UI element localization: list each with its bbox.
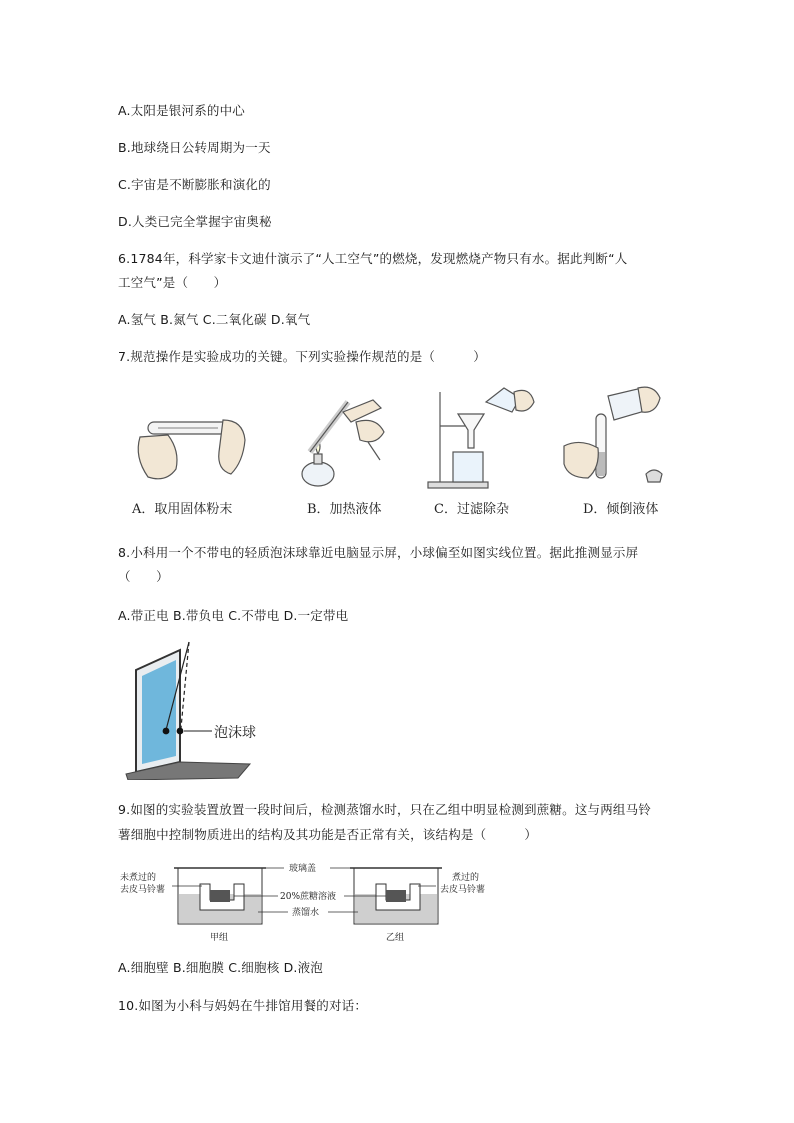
q9-stem-line1: 9.如图的实验装置放置一段时间后，检测蒸馏水时，只在乙组中明显检测到蔗糖。这与两组马铃	[118, 802, 652, 817]
q10-stem: 10.如图为小科与妈妈在牛排馆用餐的对话：	[118, 998, 368, 1013]
q9-apparatus-figure	[118, 860, 518, 944]
q9-options: A.细胞壁 B.细胞膜 C.细胞核 D.液泡	[118, 960, 323, 975]
q5-option-b: B.地球绕日公转周期为一天	[118, 140, 271, 155]
figure-b-heating	[302, 400, 384, 486]
q6-stem-line1: 6.1784年，科学家卡文迪什演示了“人工空气”的燃烧，发现燃烧产物只有水。据此判断“人	[118, 251, 628, 266]
label-boiled-1: 煮过的	[452, 873, 480, 883]
q5-option-d: D.人类已完全掌握宇宙奥秘	[118, 214, 272, 229]
label-distilled-water: 蒸馏水	[292, 908, 320, 918]
q5-option-c: C.宇宙是不断膨胀和演化的	[118, 177, 271, 192]
q8-stem-line1: 8.小科用一个不带电的轻质泡沫球靠近电脑显示屏，小球偏至如图实线位置。据此推测显示屏	[118, 545, 639, 560]
label-group-a: 甲组	[210, 933, 229, 943]
q7-caption-a: A．取用固体粉末	[132, 502, 233, 517]
label-group-b: 乙组	[386, 933, 405, 943]
label-boiled-2: 去皮马铃薯	[440, 885, 486, 895]
label-unboiled-1: 未煮过的	[120, 873, 157, 883]
q6-stem-line2: 工空气”是（ ）	[118, 275, 227, 290]
label-sucrose: 20%蔗糖溶液	[280, 892, 337, 902]
q8-laptop-figure	[118, 640, 278, 780]
q8-options: A.带正电 B.带负电 C.不带电 D.一定带电	[118, 608, 349, 623]
figure-a-test-tube	[138, 420, 245, 479]
label-glass-cover: 玻璃盖	[289, 864, 317, 874]
q5-option-a: A.太阳是银河系的中心	[118, 103, 246, 118]
q6-options: A.氢气 B.氮气 C.二氧化碳 D.氧气	[118, 312, 311, 327]
label-unboiled-2: 去皮马铃薯	[120, 885, 166, 895]
q7-stem: 7.规范操作是实验成功的关键。下列实验操作规范的是（ ）	[118, 349, 486, 364]
q9-stem-line2: 薯细胞中控制物质进出的结构及其功能是否正常有关，该结构是（ ）	[118, 827, 538, 842]
figure-d-pouring	[564, 387, 662, 482]
q7-caption-b: B．加热液体	[307, 502, 382, 517]
q7-caption-d: D．倾倒液体	[583, 502, 659, 517]
figure-c-filtration	[428, 388, 534, 488]
q8-stem-line2: （ ）	[118, 569, 169, 584]
q7-figure	[118, 382, 678, 492]
q7-caption-c: C．过滤除杂	[434, 502, 509, 517]
q8-foam-ball-label: 泡沫球	[214, 725, 256, 741]
